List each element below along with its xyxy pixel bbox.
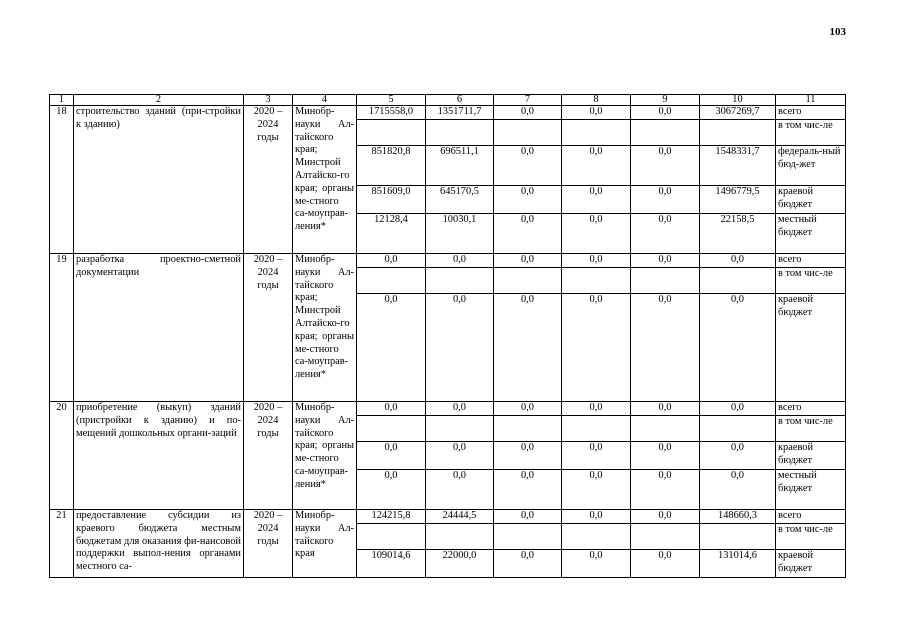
executor: Минобр-науки Ал-тайского края; Минстрой Алтайско-го края; органы ме-стного са-моуправ-ления* xyxy=(293,254,357,402)
period: 2020 – 2024 годы xyxy=(244,402,293,510)
value-cell-v8: 0,0 xyxy=(562,106,631,120)
value-cell-v9 xyxy=(631,416,700,442)
value-cell-v10 xyxy=(700,524,776,550)
value-cell-v7 xyxy=(494,120,562,146)
value-cell-v6: 22000,0 xyxy=(426,550,494,578)
funding-source: в том чис-ле xyxy=(776,416,846,442)
value-cell-v7: 0,0 xyxy=(494,214,562,254)
executor: Минобр-науки Ал-тайского края; органы ме-стного са-моуправ-ления* xyxy=(293,402,357,510)
value-cell-v7: 0,0 xyxy=(494,106,562,120)
value-cell-v9: 0,0 xyxy=(631,550,700,578)
page-number: 103 xyxy=(829,26,846,38)
value-cell-v10: 148660,3 xyxy=(700,510,776,524)
funding-source: всего xyxy=(776,106,846,120)
value-cell-v5: 0,0 xyxy=(357,294,426,402)
value-cell-v9: 0,0 xyxy=(631,214,700,254)
header-cell: 2 xyxy=(74,95,244,106)
funding-source: местный бюджет xyxy=(776,214,846,254)
funding-source: краевой бюджет xyxy=(776,442,846,470)
value-cell-v7: 0,0 xyxy=(494,294,562,402)
value-cell-v9 xyxy=(631,524,700,550)
value-cell-v9: 0,0 xyxy=(631,294,700,402)
value-cell-v6: 696511,1 xyxy=(426,146,494,186)
value-cell-v5: 851609,0 xyxy=(357,186,426,214)
value-cell-v10: 1548331,7 xyxy=(700,146,776,186)
value-cell-v8: 0,0 xyxy=(562,146,631,186)
value-cell-v5 xyxy=(357,268,426,294)
value-cell-v5: 124215,8 xyxy=(357,510,426,524)
funding-source: всего xyxy=(776,254,846,268)
value-cell-v5: 0,0 xyxy=(357,442,426,470)
value-cell-v10 xyxy=(700,120,776,146)
value-cell-v6: 0,0 xyxy=(426,254,494,268)
table-row xyxy=(50,510,846,524)
funding-source: краевой бюджет xyxy=(776,550,846,578)
header-cell: 8 xyxy=(562,95,631,106)
value-cell-v6: 645170,5 xyxy=(426,186,494,214)
value-cell-v5: 0,0 xyxy=(357,254,426,268)
budget-table xyxy=(49,94,846,578)
value-cell-v6: 10030,1 xyxy=(426,214,494,254)
value-cell-v10: 0,0 xyxy=(700,294,776,402)
funding-source: всего xyxy=(776,402,846,416)
funding-source: всего xyxy=(776,510,846,524)
value-cell-v9: 0,0 xyxy=(631,106,700,120)
value-cell-v5 xyxy=(357,416,426,442)
value-cell-v8: 0,0 xyxy=(562,510,631,524)
value-cell-v7: 0,0 xyxy=(494,186,562,214)
value-cell-v8: 0,0 xyxy=(562,470,631,510)
header-cell: 1 xyxy=(50,95,74,106)
value-cell-v10: 22158,5 xyxy=(700,214,776,254)
executor: Минобр-науки Ал-тайского края; Минстрой Алтайско-го края; органы ме-стного са-моуправ-ления* xyxy=(293,106,357,254)
value-cell-v9: 0,0 xyxy=(631,186,700,214)
funding-source: в том чис-ле xyxy=(776,120,846,146)
value-cell-v7: 0,0 xyxy=(494,470,562,510)
header-cell: 11 xyxy=(776,95,846,106)
value-cell-v10 xyxy=(700,268,776,294)
value-cell-v6 xyxy=(426,416,494,442)
funding-source: федераль-ный бюд-жет xyxy=(776,146,846,186)
value-cell-v7: 0,0 xyxy=(494,402,562,416)
value-cell-v10: 0,0 xyxy=(700,402,776,416)
value-cell-v10 xyxy=(700,416,776,442)
value-cell-v7 xyxy=(494,524,562,550)
value-cell-v9: 0,0 xyxy=(631,442,700,470)
period: 2020 – 2024 годы xyxy=(244,254,293,402)
value-cell-v7: 0,0 xyxy=(494,510,562,524)
value-cell-v8: 0,0 xyxy=(562,294,631,402)
executor: Минобр-науки Ал-тайского края xyxy=(293,510,357,578)
value-cell-v6: 0,0 xyxy=(426,442,494,470)
value-cell-v7: 0,0 xyxy=(494,146,562,186)
header-cell: 7 xyxy=(494,95,562,106)
table-row xyxy=(50,402,846,416)
value-cell-v6 xyxy=(426,268,494,294)
header-cell: 4 xyxy=(293,95,357,106)
value-cell-v9 xyxy=(631,268,700,294)
measure-name: предоставление субсидии из краевого бюджета местным бюджетам для оказания фи-нансовой поддержки выпол-нения органами местного са- xyxy=(74,510,244,578)
value-cell-v6: 24444,5 xyxy=(426,510,494,524)
funding-source: в том чис-ле xyxy=(776,268,846,294)
value-cell-v7 xyxy=(494,416,562,442)
value-cell-v7: 0,0 xyxy=(494,550,562,578)
value-cell-v10: 131014,6 xyxy=(700,550,776,578)
row-number: 20 xyxy=(50,402,74,510)
value-cell-v7: 0,0 xyxy=(494,254,562,268)
value-cell-v6 xyxy=(426,120,494,146)
value-cell-v5: 1715558,0 xyxy=(357,106,426,120)
value-cell-v8: 0,0 xyxy=(562,442,631,470)
value-cell-v7: 0,0 xyxy=(494,442,562,470)
value-cell-v5: 12128,4 xyxy=(357,214,426,254)
value-cell-v8 xyxy=(562,416,631,442)
value-cell-v8 xyxy=(562,524,631,550)
value-cell-v9: 0,0 xyxy=(631,510,700,524)
value-cell-v9: 0,0 xyxy=(631,470,700,510)
value-cell-v9: 0,0 xyxy=(631,402,700,416)
value-cell-v5: 109014,6 xyxy=(357,550,426,578)
value-cell-v6 xyxy=(426,524,494,550)
value-cell-v8: 0,0 xyxy=(562,186,631,214)
funding-source: местный бюджет xyxy=(776,470,846,510)
header-cell: 3 xyxy=(244,95,293,106)
row-number: 18 xyxy=(50,106,74,254)
value-cell-v8: 0,0 xyxy=(562,402,631,416)
value-cell-v5: 0,0 xyxy=(357,470,426,510)
value-cell-v5: 0,0 xyxy=(357,402,426,416)
value-cell-v6: 0,0 xyxy=(426,470,494,510)
value-cell-v6: 1351711,7 xyxy=(426,106,494,120)
value-cell-v8: 0,0 xyxy=(562,550,631,578)
funding-source: в том чис-ле xyxy=(776,524,846,550)
value-cell-v8: 0,0 xyxy=(562,254,631,268)
value-cell-v7 xyxy=(494,268,562,294)
funding-source: краевой бюджет xyxy=(776,186,846,214)
value-cell-v9: 0,0 xyxy=(631,254,700,268)
header-cell: 10 xyxy=(700,95,776,106)
value-cell-v6: 0,0 xyxy=(426,402,494,416)
table-row xyxy=(50,254,846,268)
value-cell-v8 xyxy=(562,120,631,146)
value-cell-v8: 0,0 xyxy=(562,214,631,254)
header-cell: 5 xyxy=(357,95,426,106)
value-cell-v10: 0,0 xyxy=(700,254,776,268)
funding-source: краевой бюджет xyxy=(776,294,846,402)
value-cell-v10: 0,0 xyxy=(700,470,776,510)
value-cell-v9 xyxy=(631,120,700,146)
measure-name: разработка проектно-сметной документации xyxy=(74,254,244,402)
table-row xyxy=(50,106,846,120)
row-number: 21 xyxy=(50,510,74,578)
value-cell-v10: 3067269,7 xyxy=(700,106,776,120)
value-cell-v9: 0,0 xyxy=(631,146,700,186)
header-cell: 9 xyxy=(631,95,700,106)
value-cell-v10: 0,0 xyxy=(700,442,776,470)
value-cell-v5 xyxy=(357,120,426,146)
value-cell-v5 xyxy=(357,524,426,550)
value-cell-v6: 0,0 xyxy=(426,294,494,402)
value-cell-v5: 851820,8 xyxy=(357,146,426,186)
measure-name: строительство зданий (при-стройки к зданию) xyxy=(74,106,244,254)
value-cell-v10: 1496779,5 xyxy=(700,186,776,214)
row-number: 19 xyxy=(50,254,74,402)
header-cell: 6 xyxy=(426,95,494,106)
period: 2020 – 2024 годы xyxy=(244,510,293,578)
period: 2020 – 2024 годы xyxy=(244,106,293,254)
measure-name: приобретение (выкуп) зданий (пристройки к зданию) и по-мещений дошкольных органи-заций xyxy=(74,402,244,510)
value-cell-v8 xyxy=(562,268,631,294)
header-row xyxy=(50,95,846,106)
